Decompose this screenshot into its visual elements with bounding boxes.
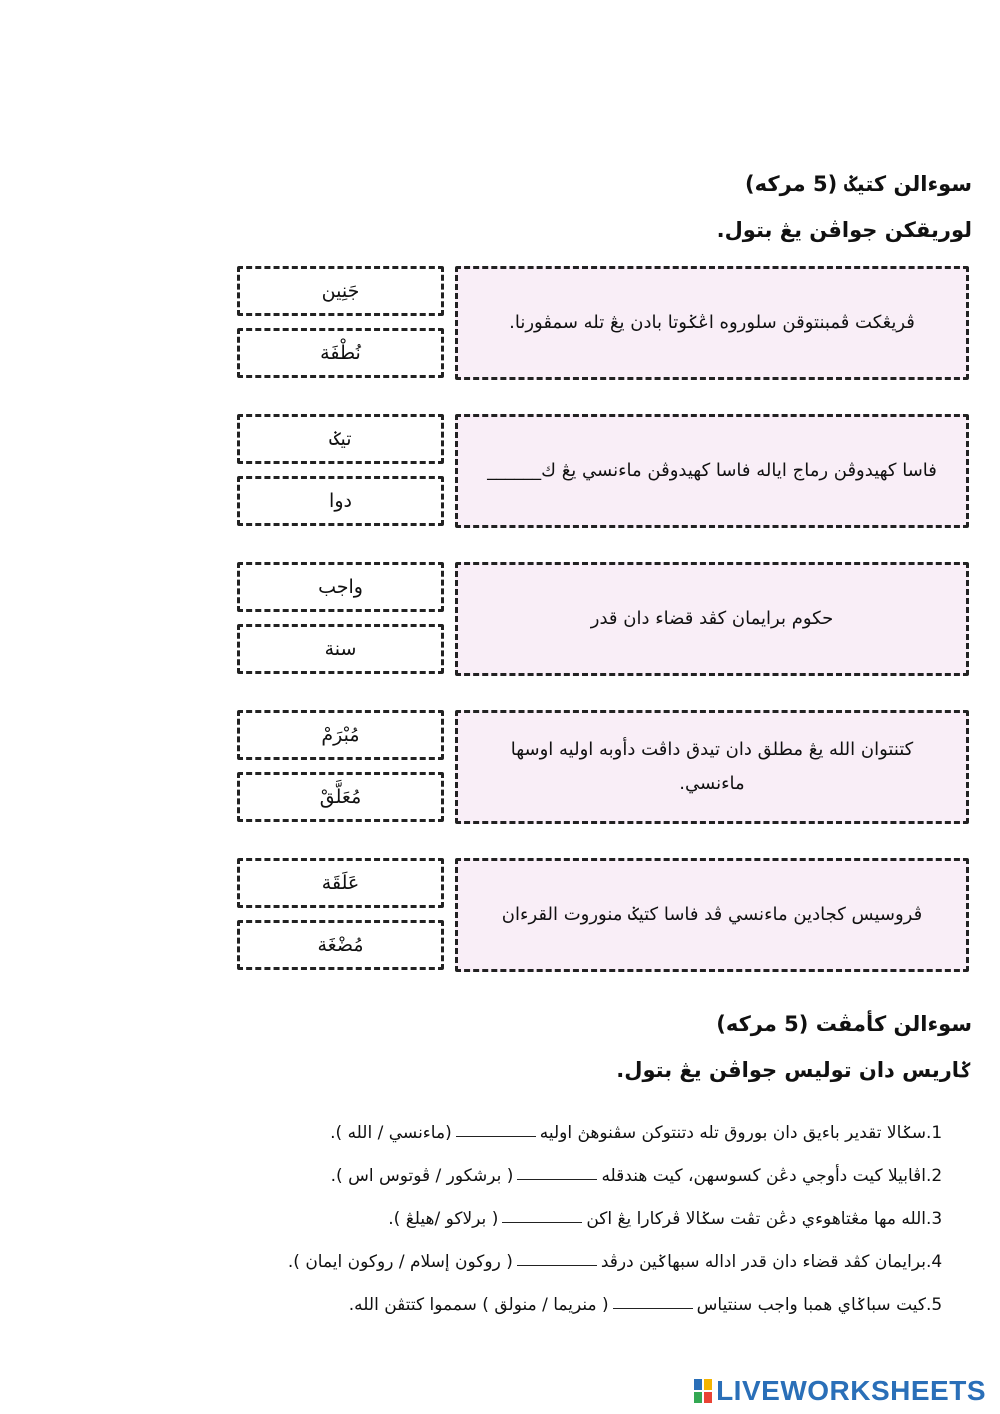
- section-b-title: سوءالن كأمڤت (5 مركه): [716, 1012, 972, 1036]
- brand-mark-icon: [694, 1379, 712, 1403]
- item-number: 3.: [926, 1209, 943, 1229]
- item-number: 2.: [926, 1166, 943, 1186]
- option-box-2b[interactable]: [237, 476, 444, 526]
- item-number: 1.: [926, 1123, 943, 1143]
- question-text-4: كتنتوان الله يڠ مطلق دان تيدق داڤت دأوبه اوليه اوسها ماءنسي.: [510, 739, 914, 794]
- item-text-after: (ماءنسي / الله ).: [330, 1123, 452, 1143]
- liveworksheets-logo: [694, 1374, 986, 1408]
- question-box-5: [455, 858, 969, 972]
- option-label: مُعَلَّقْ: [319, 786, 362, 808]
- item-text-before: برايمان كڤد قضاء دان قدر اداله سبهاݢين درڤد: [600, 1252, 926, 1272]
- question-text-3: حكوم برايمان كڤد قضاء دان قدر: [590, 608, 834, 629]
- option-label: واجب: [318, 576, 363, 598]
- list-item: [132, 1290, 952, 1333]
- option-box-4b[interactable]: [237, 772, 444, 822]
- item-text-after: ( برلاكو /هيلڠ ).: [388, 1209, 499, 1229]
- option-box-2a[interactable]: [237, 414, 444, 464]
- list-item: [132, 1247, 952, 1290]
- option-label: نُطْفَة: [320, 342, 361, 364]
- option-label: مُضْغَة: [317, 934, 364, 956]
- answer-blank[interactable]: [613, 1290, 693, 1309]
- answer-blank[interactable]: [456, 1118, 536, 1137]
- brand-name: LIVEWORKSHEETS: [716, 1375, 986, 1406]
- option-box-1b[interactable]: [237, 328, 444, 378]
- item-text-after: ( روكون إسلام / روكون ايمان ).: [287, 1252, 513, 1272]
- option-box-3b[interactable]: [237, 624, 444, 674]
- list-item: [132, 1161, 952, 1204]
- list-item: [132, 1118, 952, 1161]
- item-text-before: اڤابيلا كيت دأوجي دڠن كسوسهن، كيت هندقله: [601, 1166, 926, 1186]
- item-text-before: كيت سباݢاي همبا واجب سنتياس: [696, 1295, 926, 1315]
- fill-in-list: [132, 1118, 952, 1333]
- item-text-after: ( منريما / منولق ) سمموا كتتڤن الله.: [348, 1295, 609, 1315]
- option-box-5a[interactable]: [237, 858, 444, 908]
- item-number: 5.: [926, 1295, 943, 1315]
- answer-blank[interactable]: [517, 1247, 597, 1266]
- section-b-instruction: ݢاريس دان توليس جواڤن يڠ بتول.: [616, 1058, 972, 1082]
- question-text-1: ڤريڠكت ڤمبنتوقن سلوروه اڠݢوتا بادن يڠ تله سمڤورنا.: [509, 312, 915, 333]
- option-label: تيݢ: [329, 428, 352, 450]
- answer-blank[interactable]: [502, 1204, 582, 1223]
- option-box-3a[interactable]: [237, 562, 444, 612]
- item-text-after: ( برشكور / ڤوتوس اس ).: [330, 1166, 514, 1186]
- question-box-3: [455, 562, 969, 676]
- option-label: مُبْرَمْ: [321, 724, 360, 746]
- list-item: [132, 1204, 952, 1247]
- section-a-instruction: لوريقكن جواڤن يڠ بتول.: [716, 218, 972, 242]
- option-box-5b[interactable]: [237, 920, 444, 970]
- question-box-1: [455, 266, 969, 380]
- question-box-2: [455, 414, 969, 528]
- option-label: دوا: [329, 490, 352, 512]
- item-text-before: الله مها مڠتاهوءي دڠن تڤت سݢالا ڤركارا يڠ اكن: [586, 1209, 926, 1229]
- item-number: 4.: [926, 1252, 943, 1272]
- option-label: سنة: [324, 638, 357, 660]
- question-text-2: فاسا كهيدوڤن رماج اياله فاسا كهيدوڤن ماءنسي يڠ ك______: [487, 460, 937, 481]
- option-label: جَنِين: [321, 280, 360, 302]
- item-text-before: سݢالا تقدير باءيق دان بوروق تله دتنتوكن سڤنوهڽ اوليه: [539, 1123, 926, 1143]
- question-text-5: ڤروسيس كجادين ماءنسي ڤد فاسا كتيݢ منوروت القرءان: [501, 904, 923, 925]
- option-box-4a[interactable]: [237, 710, 444, 760]
- question-box-4: [455, 710, 969, 824]
- answer-blank[interactable]: [517, 1161, 597, 1180]
- section-a-title: سوءالن كتيݢ (5 مركه): [745, 172, 972, 196]
- option-label: عَلَقَة: [321, 872, 360, 894]
- option-box-1a[interactable]: [237, 266, 444, 316]
